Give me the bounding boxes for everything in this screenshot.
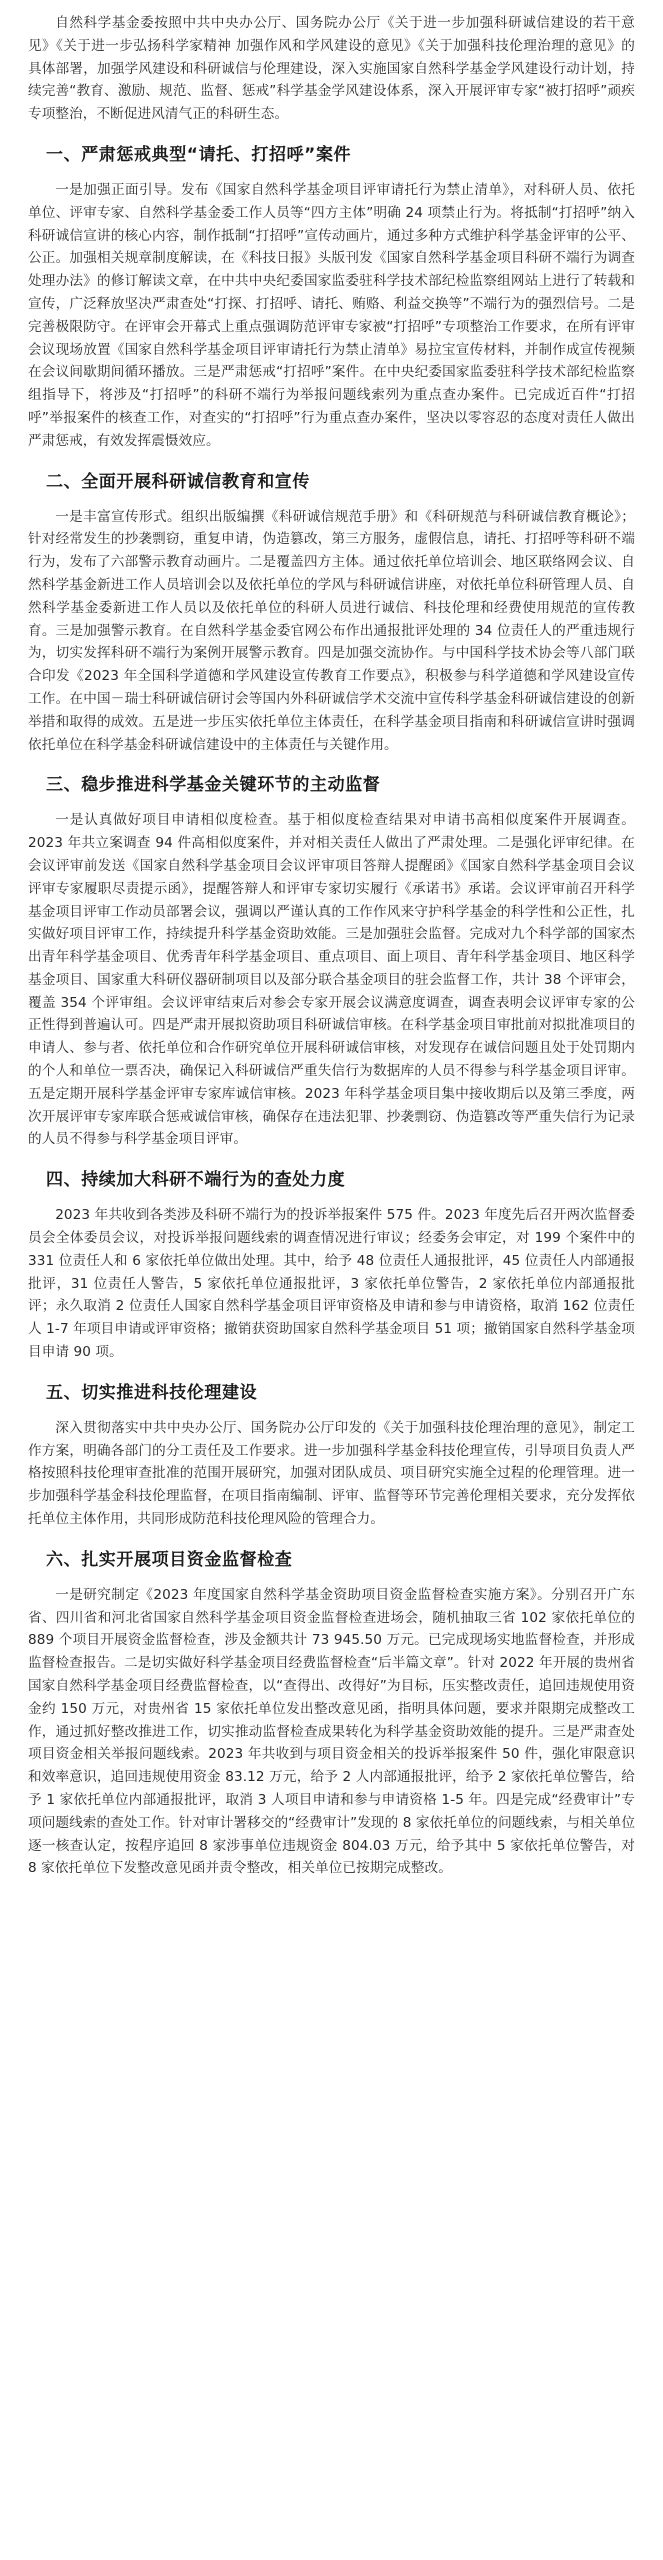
section-heading-6: 六、扎实开展项目资金监督检查 [46, 1549, 293, 1570]
section-body-2: 一是丰富宣传形式。组织出版编撰《科研诚信规范手册》和《科研规范与科研诚信教育概论》；针对经常发生的抄袭剽窃，重复申请，伪造篡改，第三方服务，虚假信息，请托、打招呼等科研不端行为，发布了六部警示教育动画片。二是覆盖四方主体。通过依托单位培训会、地区联络网会议、自然科学基金新进工作人员培训会以及依托单位的学风与科研诚信讲座，对依托单位科研管理人员、自然科学基金委新进工作人员以及依托单位的科研人员进行诚信、科技伦理和经费使用规范的宣传教育。三是加强警示教育。在自然科学基金委官网公布作出通报批评处理的 34 位责任人的严重违规行为，切实发挥科研不端行为案例开展警示教育。四是加强交流协作。与中国科学技术协会等八部门联合印发《2023 年全国科学道德和学风建设宣传教育工作要点》，积极参与科学道德和学风建设宣传工作。在中国－瑞士科研诚信研讨会等国内外科研诚信学术交流中宣传科学基金科研诚信建设的创新举措和取得的成效。五是进一步压实依托单位主体责任，在科学基金项目指南和科研诚信宣讲时强调依托单位在科学基金科研诚信建设中的主体责任与关键作用。 [28, 508, 635, 753]
section-heading-2: 二、全面开展科研诚信教育和宣传 [46, 471, 310, 492]
section-heading-4: 四、持续加大科研不端行为的查处力度 [46, 1170, 346, 1191]
section-body-4: 2023 年共收到各类涉及科研不端行为的投诉举报案件 575 件。2023 年度先后召开两次监督委员会全体委员会议，对投诉举报问题线索的调查情况进行审议；经委务会审定，对 199 个案件中的 331 位责任人和 6 家依托单位做出处理。其中，给予 48 位责任人通报批评，45 位责任人内部通报批评，31 位责任人警告，5 家依托单位通报批评，3 家依托单位警告，2 家依托单位内部通报批评；永久取消 2 位责任人国家自然科学基金项目评审资格及申请和参与申请资格，取消 162 位责任人 1-7 年项目申请或评审资格；撤销获资助国家自然科学基金项目 51 项；撤销国家自然科学基金项目申请 90 项。 [28, 1207, 635, 1361]
section-heading-1: 一、严肃惩戒典型“请托、打招呼”案件 [46, 144, 352, 165]
intro-paragraph: 自然科学基金委按照中共中央办公厅、国务院办公厅《关于进一步加强科研诚信建设的若干意见》《关于进一步弘扬科学家精神 加强作风和学风建设的意见》《关于加强科技伦理治理的意见》的具体部署，加强学风建设和科研诚信与伦理建设，深入实施国家自然科学基金学风建设行动计划，持续完善“教育、激励、规范、监督、惩戒”科学基金学风建设体系，深入开展评审专家“被打招呼”顽疾专项整治，不断促进风清气正的科研生态。 [28, 15, 635, 123]
section-body-1: 一是加强正面引导。发布《国家自然科学基金项目评审请托行为禁止清单》，对科研人员、依托单位、评审专家、自然科学基金委工作人员等“四方主体”明确 24 项禁止行为。将抵制“打招呼”纳入科研诚信宣讲的核心内容，制作抵制“打招呼”宣传动画片，通过多种方式维护科学基金评审的公平、公正。加强相关规章制度解读，在《科技日报》头版刊发《国家自然科学基金项目科研不端行为调查处理办法》的修订解读文章，在中共中央纪委国家监委驻科学技术部纪检监察组网站上进行了转载和宣传，广泛释放坚决严肃查处“打探、打招呼、请托、贿赂、利益交换等”不端行为的强烈信号。二是完善极限防守。在评审会开幕式上重点强调防范评审专家被“打招呼”专项整治工作要求，在所有评审会议现场放置《国家自然科学基金项目评审请托行为禁止清单》易拉宝宣传材料，并制作成宣传视频在会议间歇期间循环播放。三是严肃惩戒“打招呼”案件。在中央纪委国家监委驻科学技术部纪检监察组指导下，将涉及“打招呼”的科研不端行为举报问题线索列为重点查办案件。已完成近百件“打招呼”举报案件的核查工作，对查实的“打招呼”行为重点查办案件，坚决以零容忍的态度对责任人做出严肃惩戒，有效发挥震慑效应。 [28, 181, 635, 449]
section-heading-3: 三、稳步推进科学基金关键环节的主动监督 [46, 775, 381, 796]
section-body-5: 深入贯彻落实中共中央办公厅、国务院办公厅印发的《关于加强科技伦理治理的意见》，制定工作方案，明确各部门的分工责任及工作要求。进一步加强科学基金科技伦理宣传，引导项目负责人严格按照科技伦理审查批准的范围开展研究，加强对团队成员、项目研究实施全过程的伦理管理。进一步加强科学基金科技伦理监督，在项目指南编制、评审、监督等环节完善伦理相关要求，充分发挥依托单位主体作用，共同形成防范科技伦理风险的管理合力。 [28, 1419, 635, 1528]
section-heading-5: 五、切实推进科技伦理建设 [46, 1382, 258, 1403]
section-body-3: 一是认真做好项目申请相似度检查。基于相似度检查结果对申请书高相似度案件开展调查。2023 年共立案调查 94 件高相似度案件，并对相关责任人做出了严肃处理。二是强化评审纪律。在会议评审前发送《国家自然科学基金项目会议评审项目答辩人提醒函》《国家自然科学基金项目会议评审专家履职尽责提示函》，提醒答辩人和评审专家切实履行《承诺书》承诺。会议评审前召开科学基金项目评审工作动员部署会议，强调以严谨认真的工作作风来守护科学基金的科学性和公正性，扎实做好项目评审工作，持续提升科学基金资助效能。三是加强驻会监督。完成对九个科学部的国家杰出青年科学基金项目、优秀青年科学基金项目、重点项目、面上项目、青年科学基金项目、地区科学基金项目、国家重大科研仪器研制项目以及部分联合基金项目的驻会监督工作，共计 38 个评审会，覆盖 354 个评审组。会议评审结束后对参会专家开展会议满意度调查，调查表明会议评审专家的公正性得到普遍认可。四是严肃开展拟资助项目科研诚信审核。在科学基金项目审批前对拟批准项目的申请人、参与者、依托单位和合作研究单位开展科研诚信审核，对发现存在诚信问题且处于处罚期内的个人和单位一票否决，确保记入科研诚信严重失信行为数据库的人员不得参与科学基金项目评审。五是定期开展科学基金评审专家库诚信审核。2023 年科学基金项目集中接收期后以及第三季度，两次开展评审专家库联合惩戒诚信审核，确保存在违法犯罪、抄袭剽窃、伪造篡改等严重失信行为记录的人员不得参与科学基金项目评审。 [28, 812, 635, 1148]
section-body-6: 一是研究制定《2023 年度国家自然科学基金资助项目资金监督检查实施方案》。分别召开广东省、四川省和河北省国家自然科学基金项目资金监督检查进场会，随机抽取三省 102 家依托单位的 889 个项目开展资金监督检查，涉及金额共计 73 945.50 万元。已完成现场实地监督检查，并形成监督检查报告。二是切实做好科学基金项目经费监督检查“后半篇文章”。针对 2022 年开展的贵州省国家自然科学基金项目经费监督检查，以“查得出、改得好”为目标，压实整改责任，追回违规使用资金约 150 万元，对贵州省 15 家依托单位发出整改意见函，指明具体问题，要求并限期完成整改工作，通过抓好整改推进工作，切实推动监督检查成果转化为科学基金资助效能的提升。三是严肃查处项目资金相关举报问题线索。2023 年共收到与项目资金相关的投诉举报案件 50 件，强化审限意识和效率意识，追回违规使用资金 83.12 万元，给予 2 人内部通报批评，给予 2 家依托单位警告，给予 1 家依托单位内部通报批评，取消 3 人项目申请和参与申请资格 1-5 年。四是完成“经费审计”专项问题线索的查处工作。针对审计署移交的“经费审计”发现的 8 家依托单位的问题线索，与相关单位逐一核查认定，按程序追回 8 家涉事单位违规资金 804.03 万元，给予其中 5 家依托单位警告，对 8 家依托单位下发整改意见函并责令整改，相关单位已按期完成整改。 [28, 1586, 636, 1877]
